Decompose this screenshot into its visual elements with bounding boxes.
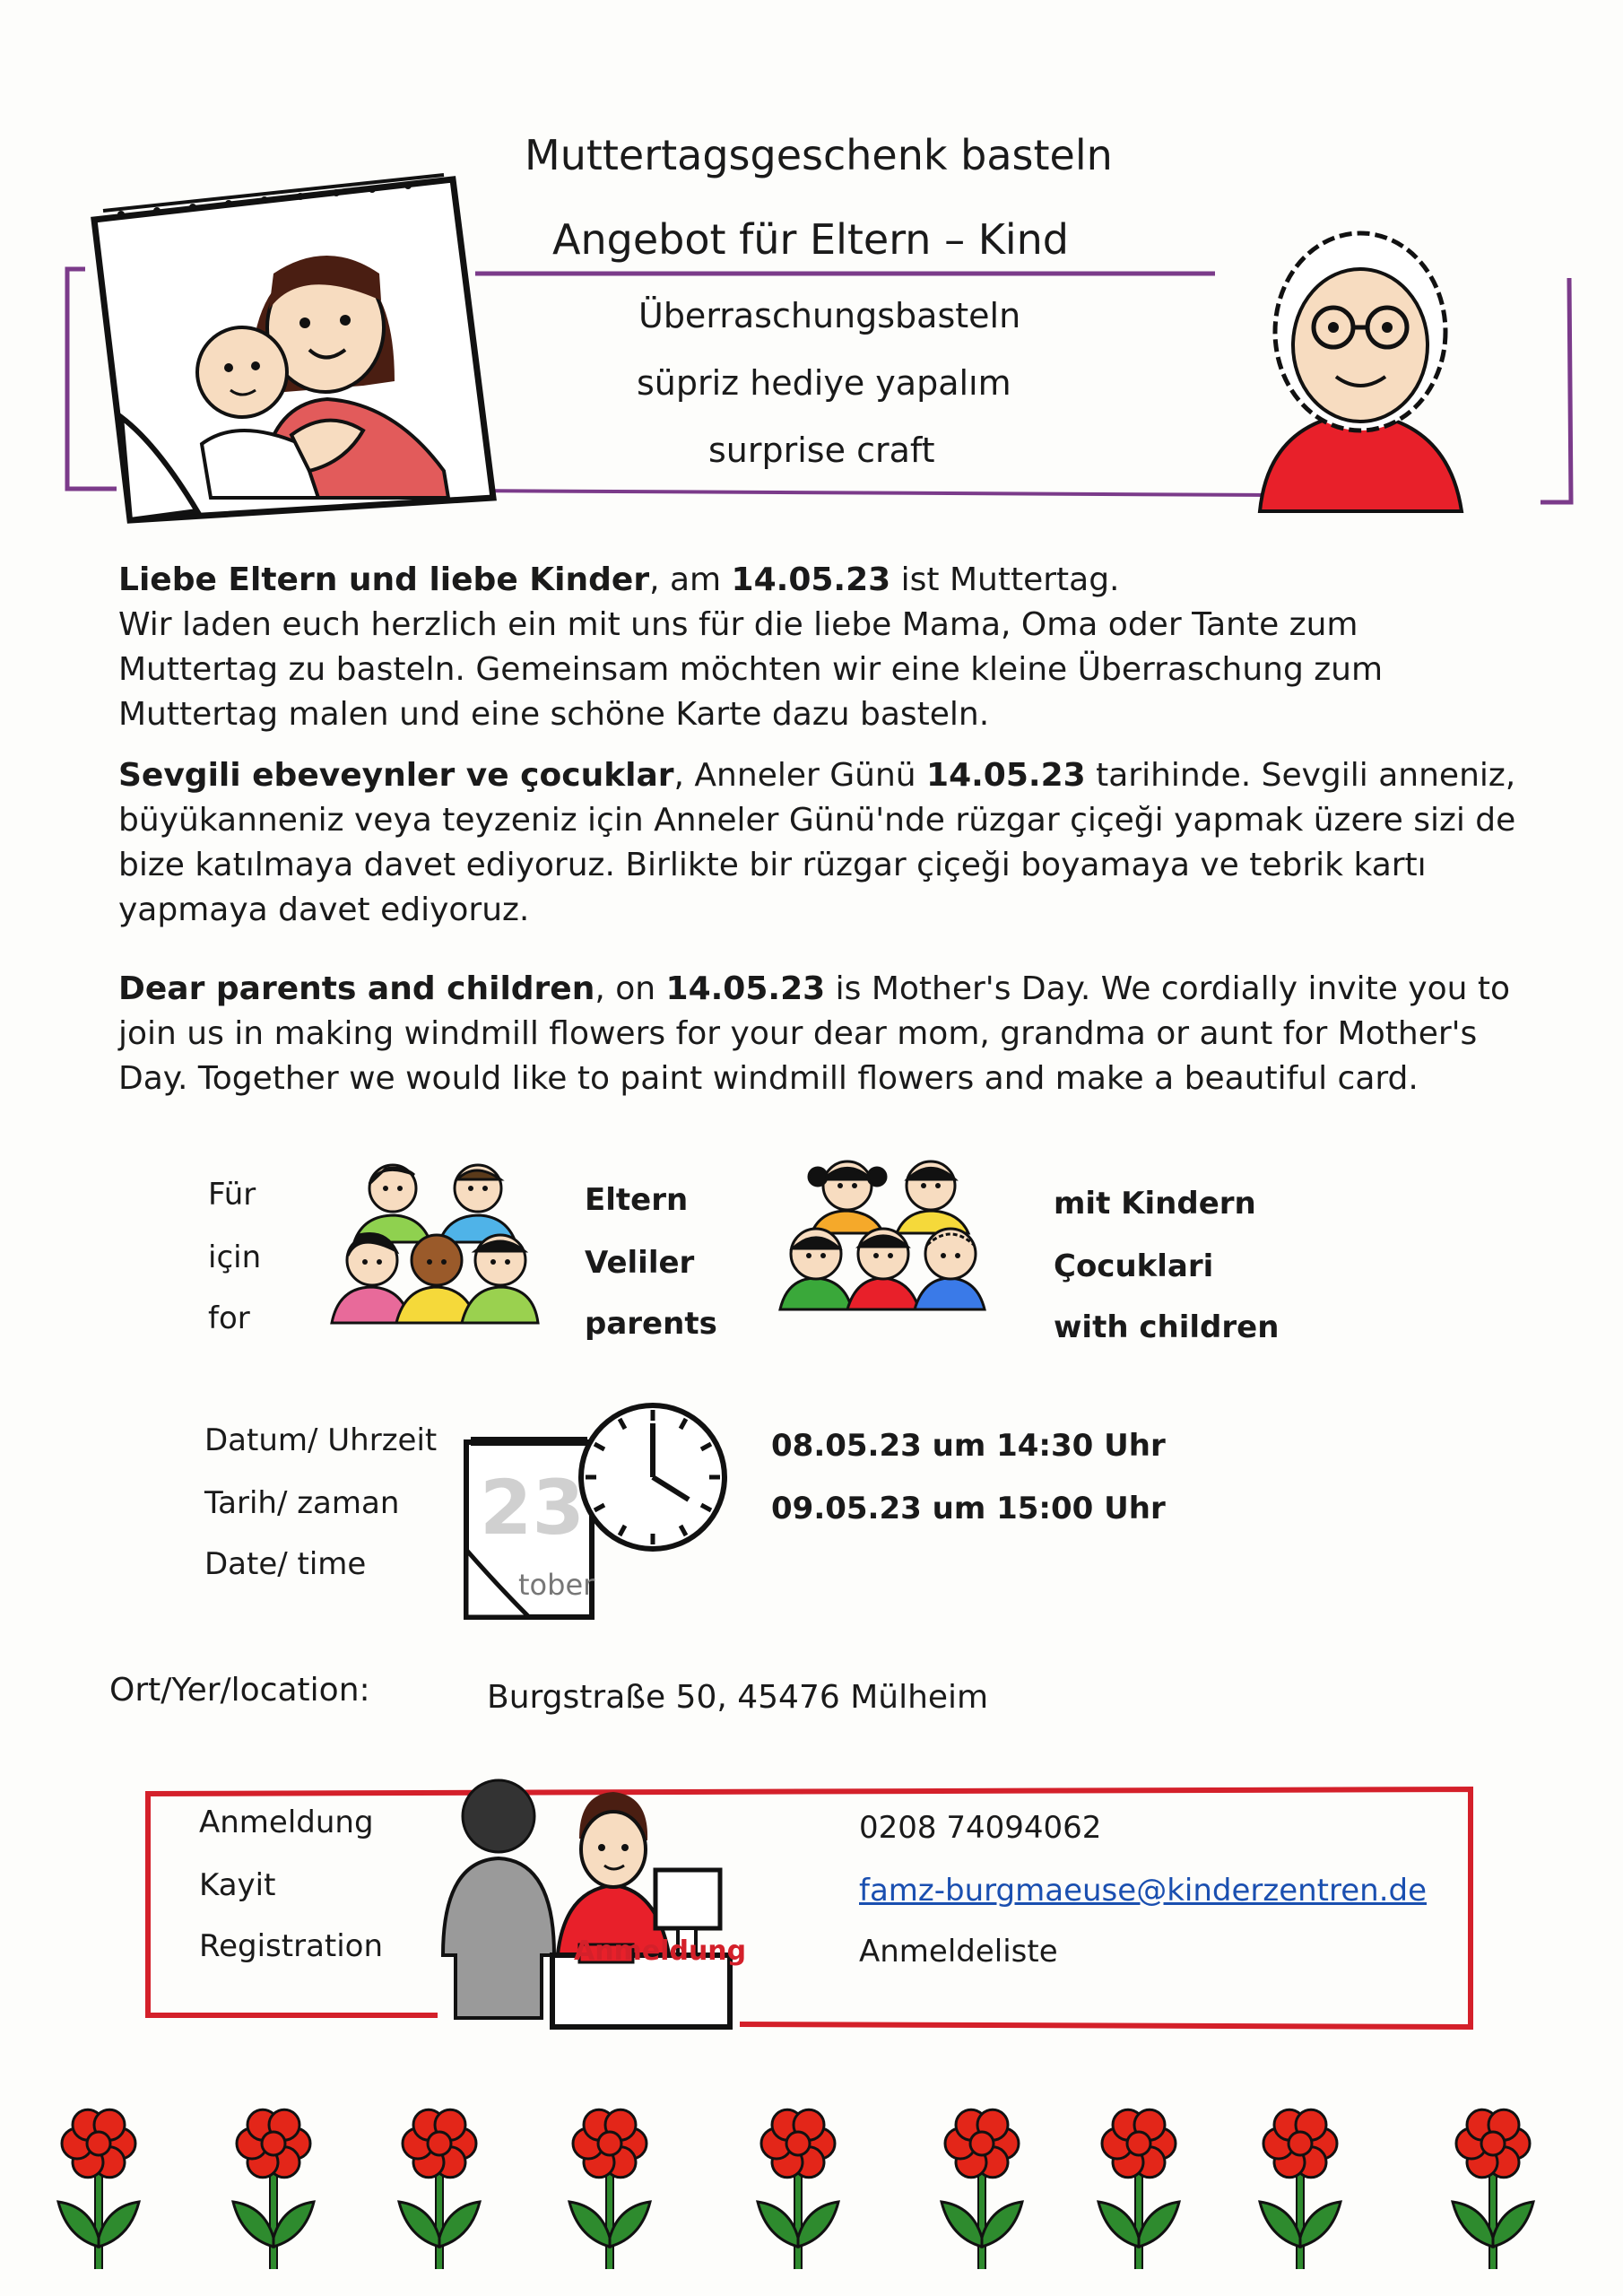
datetime-label-en: Date/ time xyxy=(204,1546,367,1582)
parents-label-en: parents xyxy=(585,1306,717,1342)
flower-icon xyxy=(49,2103,148,2274)
registration-label-tr: Kayit xyxy=(199,1867,276,1903)
paragraph-en: Dear parents and children, on 14.05.23 is Mother's Day. We cordially invite you to join us in making windmill flowers for your dear mom, grandma or aunt for Mother's Day. Together we would like to paint windmill flowers and make a beautiful card. xyxy=(118,970,1511,1097)
flower-icon xyxy=(933,2103,1031,2274)
flower-icon xyxy=(1251,2103,1350,2274)
registration-list: Anmeldeliste xyxy=(859,1934,1058,1970)
desk-sign: Anmeldung xyxy=(574,1935,747,1967)
registration-label-de: Anmeldung xyxy=(199,1805,374,1840)
time-slot-2: 09.05.23 um 15:00 Uhr xyxy=(771,1491,1166,1526)
flower-icon xyxy=(390,2103,489,2274)
registration-label-en: Registration xyxy=(199,1928,384,1964)
calendar-month: tober xyxy=(518,1568,595,1602)
page-subtitle: Angebot für Eltern – Kind xyxy=(552,215,1069,264)
datetime-label-tr: Tarih/ zaman xyxy=(204,1485,400,1521)
mother-baby-illustration xyxy=(94,175,507,516)
for-label-de: Für xyxy=(208,1177,256,1213)
flower-row xyxy=(0,2103,1623,2283)
parents-label-tr: Veliler xyxy=(585,1245,695,1281)
flower-icon xyxy=(224,2103,323,2274)
location-address: Burgstraße 50, 45476 Mülheim xyxy=(487,1679,989,1716)
children-label-en: with children xyxy=(1054,1309,1280,1345)
registration-phone[interactable]: 0208 74094062 xyxy=(859,1810,1102,1846)
flower-icon xyxy=(749,2103,847,2274)
registration-desk-illustration xyxy=(436,1776,750,2027)
registration-email-link[interactable]: famz-burgmaeuse@kinderzentren.de xyxy=(859,1873,1428,1909)
children-label-de: mit Kindern xyxy=(1054,1186,1256,1222)
grandma-illustration xyxy=(1251,215,1466,520)
parents-label-de: Eltern xyxy=(585,1182,689,1218)
children-label-tr: Çocuklari xyxy=(1054,1248,1214,1284)
paragraph-tr: Sevgili ebeveynler ve çocuklar, Anneler Günü 14.05.23 tarihinde. Sevgili anneniz, büyükanneniz veya teyzeniz için Anneler Günü'nde rüzgar çiçeği yapmak üzere sizi de bize katılmaya davet ediyoruz. Birlikte bir rüzgar çiçeği boyamaya ve tebrik kartı yapmaya davet ediyoruz. xyxy=(118,757,1516,928)
for-label-en: for xyxy=(208,1300,250,1336)
header-line-tr: süpriz hediye yapalım xyxy=(637,363,1011,403)
header-line-de: Überraschungsbasteln xyxy=(638,296,1021,335)
parents-group-icon xyxy=(332,1161,538,1323)
flower-icon xyxy=(560,2103,659,2274)
clock-icon xyxy=(577,1401,729,1553)
time-slot-1: 08.05.23 um 14:30 Uhr xyxy=(771,1428,1166,1464)
location-label: Ort/Yer/location: xyxy=(109,1672,370,1709)
flower-icon xyxy=(1089,2103,1188,2274)
page-title: Muttertagsgeschenk basteln xyxy=(525,131,1113,179)
header-line-en: surprise craft xyxy=(708,430,935,470)
paragraph-de: Liebe Eltern und liebe Kinder, am 14.05.23 ist Muttertag. Wir laden euch herzlich ein mit uns für die liebe Mama, Oma oder Tante zum Muttertag zu basteln. Gemeinsam möchten wir eine kleine Überraschung zum Muttertag malen und eine schöne Karte dazu basteln. xyxy=(118,561,1384,733)
datetime-label-de: Datum/ Uhrzeit xyxy=(204,1422,438,1458)
flower-icon xyxy=(1444,2103,1542,2274)
children-group-icon xyxy=(780,1157,986,1309)
for-label-tr: için xyxy=(208,1239,262,1275)
calendar-day: 23 xyxy=(480,1464,585,1552)
